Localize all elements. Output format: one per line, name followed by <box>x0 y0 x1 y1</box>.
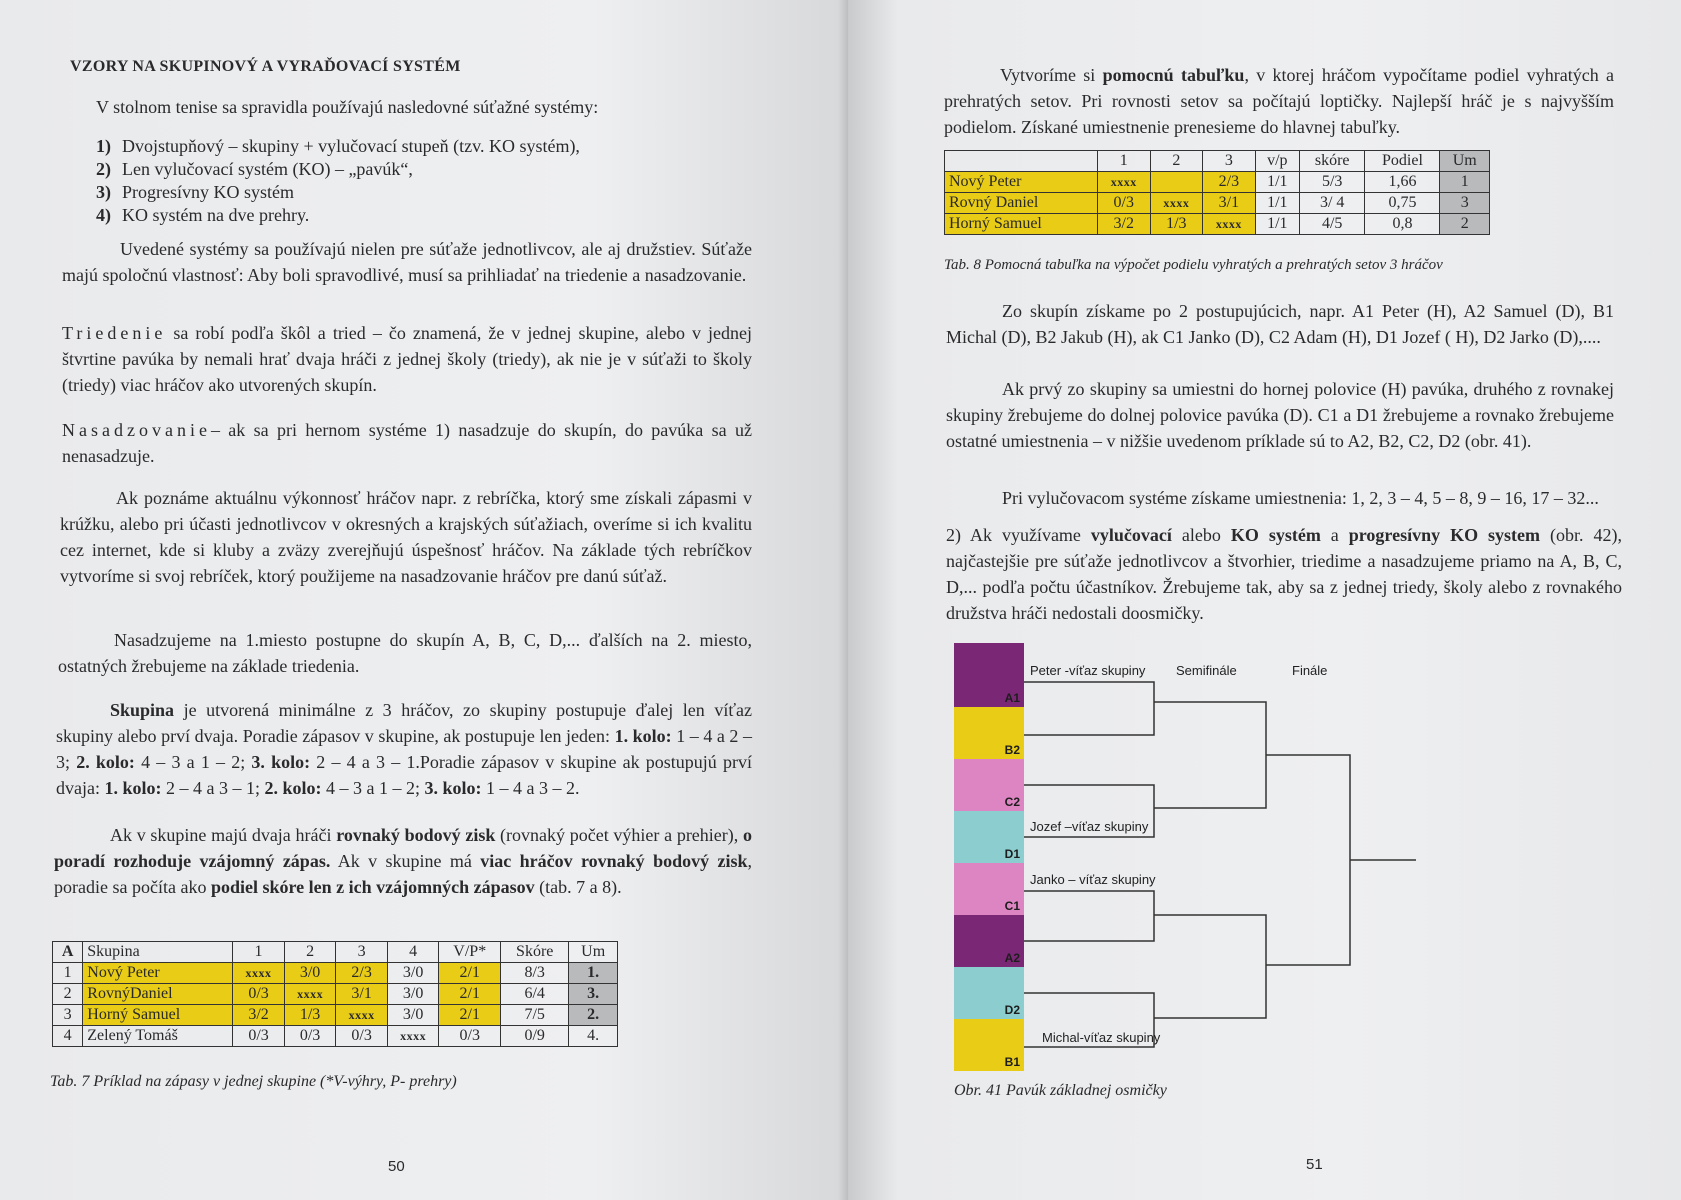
table-row: Rovný Daniel 0/3 xxxx 3/1 1/1 3/ 4 0,75 3 <box>945 193 1490 214</box>
bracket-slot-d1: D1 <box>954 811 1024 863</box>
page-number-right: 51 <box>1306 1156 1323 1173</box>
label-jozef: Jozef –víťaz skupiny <box>1030 819 1149 834</box>
table-header-row: A Skupina 1 2 3 4 V/P* Skóre Um <box>53 942 618 963</box>
bracket-slot-d2: D2 <box>954 967 1024 1019</box>
table-row: 4 Zelený Tomáš 0/3 0/3 0/3 xxxx 0/3 0/9 4. <box>53 1026 618 1047</box>
figure-41-caption: Obr. 41 Pavúk základnej osmičky <box>954 1082 1167 1099</box>
list-item: 2) Len vylučovací systém (KO) – „pavúk“, <box>96 159 413 179</box>
table-header-row: 1 2 3 v/p skóre Podiel Um <box>945 151 1490 172</box>
right-page <box>848 0 1681 1200</box>
table-8 <box>944 150 1490 235</box>
paragraph-rankings: Pri vylučovacom systéme získame umiestnenia: 1, 2, 3 – 4, 5 – 8, 9 – 16, 17 – 32... <box>1002 488 1599 508</box>
page-number-left: 50 <box>388 1158 405 1175</box>
paragraph-helper-table: Vytvoríme si pomocnú tabuľku, v ktorej hráčom vypočítame podiel vyhratých a prehratých setov. Pri rovnosti setov sa počítajú loptičky. Najlepší hráč je s najvyšším podielom. Získané umiestnenie prenesieme do hlavnej tabuľky. <box>944 65 1614 137</box>
table-row: Horný Samuel 3/2 1/3 xxxx 1/1 4/5 0,8 2 <box>945 214 1490 235</box>
list-item: 3) Progresívny KO systém <box>96 182 294 202</box>
label-final: Finále <box>1292 663 1328 678</box>
table-row: 2 RovnýDaniel 0/3 xxxx 3/1 3/0 2/1 6/4 3. <box>53 984 618 1005</box>
bracket-slot-c1: C1 <box>954 863 1024 915</box>
label-janko: Janko – víťaz skupiny <box>1030 872 1156 887</box>
paragraph-nasadzovanie: Nasadzovanie– ak sa pri hernom systéme 1) nasadzuje do skupín, do pavúka sa už nenasadzuje. <box>62 420 752 466</box>
bracket-figure <box>954 643 1454 1073</box>
table-7 <box>52 941 618 1047</box>
intro-text: V stolnom tenise sa spravidla používajú nasledovné súťažné systémy: <box>96 97 599 117</box>
label-semifinal: Semifinále <box>1176 663 1237 678</box>
paragraph-seeding: Nasadzujeme na 1.miesto postupne do skupín A, B, C, D,... ďalších na 2. miesto, ostatných žrebujeme na základe triedenia. <box>58 630 752 676</box>
label-peter: Peter -víťaz skupiny <box>1030 663 1146 678</box>
list-item: 1) Dvojstupňový – skupiny + vylučovací stupeň (tzv. KO systém), <box>96 136 580 156</box>
table-8-caption: Tab. 8 Pomocná tabuľka na výpočet podielu vyhratých a prehratých setov 3 hráčov <box>944 257 1443 273</box>
paragraph-triedenie: Triedenie sa robí podľa škôl a tried – čo znamená, že v jednej skupine, alebo v jednej štvrtine pavúka by nemali hrať dvaja hráči z jednej školy (triedy), ak nie je v súťaži to školy (triedy) viac hráčov ako utvorených skupín. <box>62 323 752 395</box>
paragraph-tiebreak: Ak v skupine majú dvaja hráči rovnaký bodový zisk (rovnaký počet výhier a prehier), o poradí rozhoduje vzájomný zápas. Ak v skupine má viac hráčov rovnaký bodový zisk, poradie sa počíta ako podiel skóre len z ich vzájomných zápasov (tab. 7 a 8). <box>54 825 752 897</box>
list-item: 4) KO systém na dve prehry. <box>96 205 310 225</box>
bracket-slot-a2: A2 <box>954 915 1024 967</box>
bracket-slot-c2: C2 <box>954 759 1024 811</box>
table-row: 1 Nový Peter xxxx 3/0 2/3 3/0 2/1 8/3 1. <box>53 963 618 984</box>
table-7-caption: Tab. 7 Príklad na zápasy v jednej skupine (*V-výhry, P- prehry) <box>50 1073 457 1090</box>
system-list <box>96 135 736 227</box>
bracket-slot-a1: A1 <box>954 643 1024 707</box>
page-heading: VZORY NA SKUPINOVÝ A VYRAĎOVACÍ SYSTÉM <box>70 58 461 75</box>
bracket-slot-b2: B2 <box>954 707 1024 759</box>
paragraph-ko-system: 2) Ak využívame vylučovací alebo KO systém a progresívny KO system (obr. 42), najčastejšie pre súťaže jednotlivcov a štvorhier, triedime a nasadzujeme priamo na A, B, C, D,... podľa počtu účastníkov. Žrebujeme tak, aby sa z jednej triedy, školy alebo z rovnakého družstva hráči nedostali doosmičky. <box>946 525 1622 623</box>
table-row: 3 Horný Samuel 3/2 1/3 xxxx 3/0 2/1 7/5 2. <box>53 1005 618 1026</box>
paragraph-qualifiers: Zo skupín získame po 2 postupujúcich, napr. A1 Peter (H), A2 Samuel (D), B1 Michal (D), B2 Jakub (H), ak C1 Janko (D), C2 Adam (H), D1 Jozef ( H), D2 Jarko (D),.... <box>946 301 1614 347</box>
table-row: Nový Peter xxxx 2/3 1/1 5/3 1,66 1 <box>945 172 1490 193</box>
bracket-lines <box>954 643 1454 1073</box>
label-michal: Michal-víťaz skupiny <box>1042 1030 1161 1045</box>
paragraph-group: Skupina je utvorená minimálne z 3 hráčov, zo skupiny postupuje ďalej len víťaz skupiny alebo prví dvaja. Poradie zápasov v skupine, ak postupuje len jeden: 1. kolo: 1 – 4 a 2 – 3; 2. kolo: 4 – 3 a 1 – 2; 3. kolo: 2 – 4 a 3 – 1.Poradie zápasov v skupine ak postupujú prví dvaja: 1. kolo: 2 – 4 a 3 – 1; 2. kolo: 4 – 3 a 1 – 2; 3. kolo: 1 – 4 a 3 – 2. <box>56 700 752 798</box>
paragraph-placement: Ak prvý zo skupiny sa umiestni do hornej polovice (H) pavúka, druhého z rovnakej skupiny žrebujeme do dolnej polovice pavúka (D). C1 a D1 žrebujeme a rovnako žrebujeme ostatné umiestnenia – v nižšie uvedenom príklade sú to A2, B2, C2, D2 (obr. 41). <box>946 379 1614 451</box>
bracket-slot-b1: B1 <box>954 1019 1024 1071</box>
paragraph-performance: Ak poznáme aktuálnu výkonnosť hráčov napr. z rebríčka, ktorý sme získali zápasmi v krúžku, alebo pri účasti jednotlivcov v okresných a krajských súťažiach, overíme si ich kvalitu cez internet, kde si kluby a zväzy zverejňujú úspešnosť hráčov. Na základe tých rebríčkov vytvoríme si svoj rebríček, ktorý použijeme na nasadzovanie hráčov pre danú súťaž. <box>60 488 752 586</box>
paragraph-systems: Uvedené systémy sa používajú nielen pre súťaže jednotlivcov, ale aj družstiev. Súťaže majú spoločnú vlastnosť: Aby boli spravodlivé, musí sa prihliadať na triedenie a nasadzovanie. <box>62 239 752 285</box>
